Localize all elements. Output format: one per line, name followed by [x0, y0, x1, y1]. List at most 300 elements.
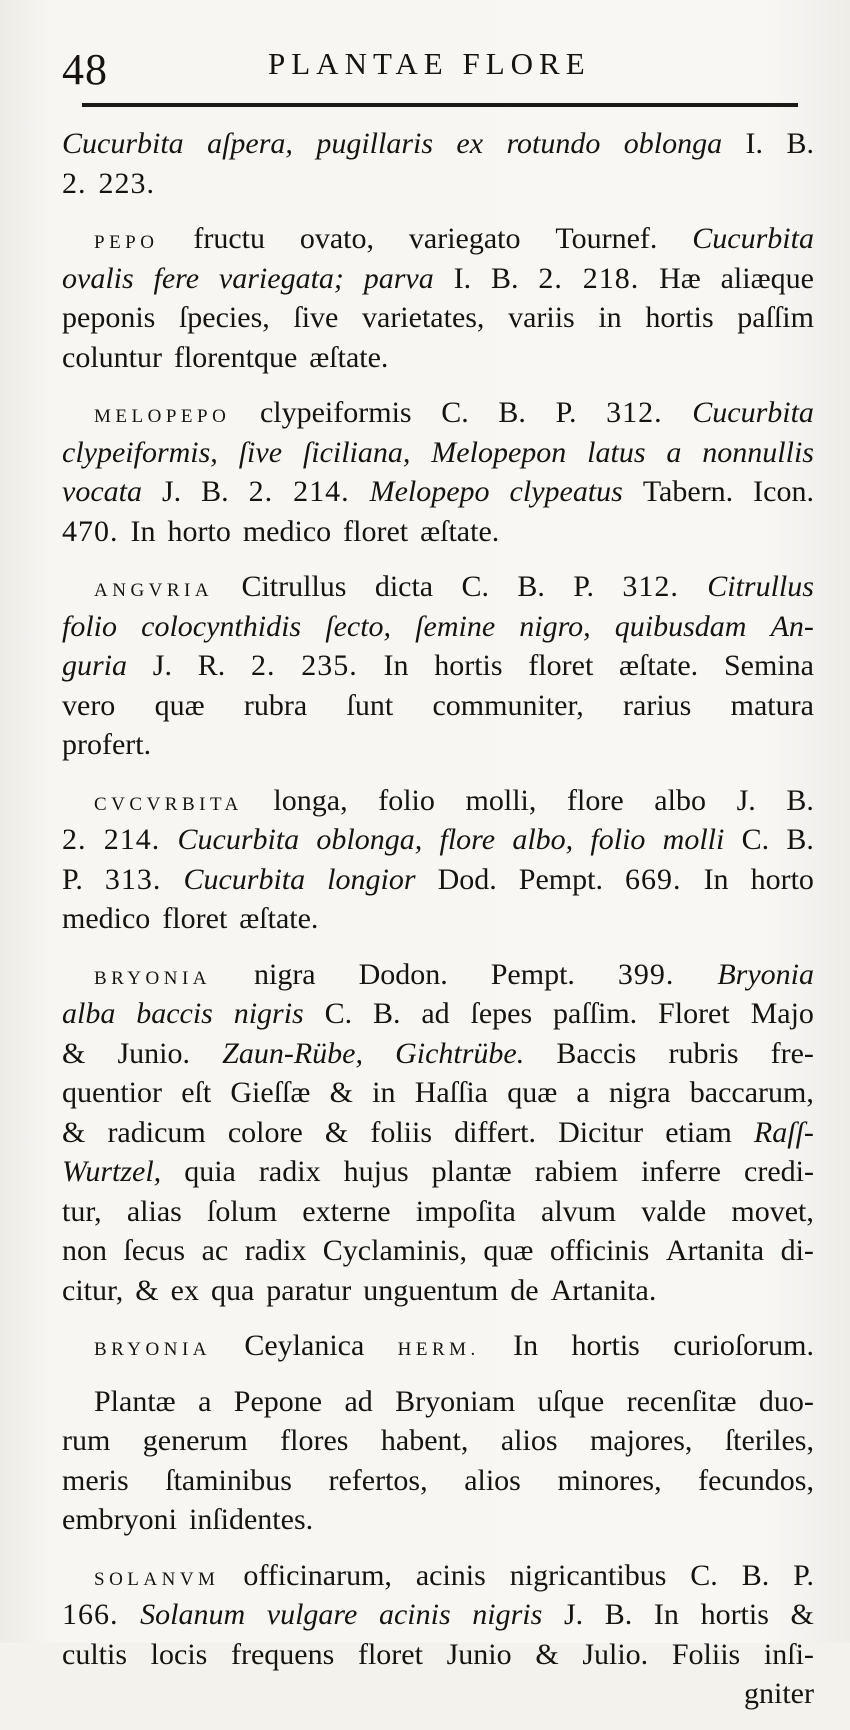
word: de [510, 1273, 539, 1307]
entry-name: BRYONIA [94, 967, 212, 989]
word: P. [573, 570, 595, 603]
word: duo- [758, 1384, 814, 1418]
word: 2. [250, 649, 276, 682]
word: colore [227, 1115, 303, 1149]
word: floret [357, 1637, 423, 1671]
word: Foliis [671, 1637, 741, 1671]
word: 218. [582, 261, 640, 295]
word: cultis [62, 1637, 127, 1671]
word: 2. [248, 475, 274, 508]
word: medico [242, 514, 332, 548]
text-line [62, 512, 814, 552]
word: & [62, 1115, 86, 1149]
word: & [324, 1115, 349, 1149]
text-line [62, 899, 814, 939]
word: Plantæ [94, 1384, 176, 1418]
word: recenſitæ [626, 1384, 737, 1418]
word: vulgare [266, 1598, 358, 1631]
word: rubris [668, 1036, 739, 1070]
word: coluntur [62, 340, 162, 374]
word: ovalis [62, 261, 134, 295]
word: variegato [408, 222, 521, 255]
text-line [62, 994, 814, 1034]
word: Semina [723, 649, 814, 682]
word: albo, [512, 823, 574, 856]
word: nigricantibus [509, 1558, 667, 1592]
word: variegata; [218, 261, 344, 295]
word: B. [786, 127, 814, 160]
text-line [62, 433, 814, 473]
word: oblonga, [316, 823, 423, 856]
entry-name: CVCVRBITA [94, 793, 243, 815]
text-line [62, 1595, 814, 1635]
word: R. [197, 649, 226, 682]
text-line [62, 725, 814, 765]
word: 2. [62, 166, 87, 200]
word: eſt [181, 1076, 212, 1109]
paragraph-bryonia-ceylanica [62, 1326, 814, 1366]
word: paſſim [737, 301, 814, 334]
word: officinis [549, 1234, 650, 1267]
word: baccarum, [689, 1076, 814, 1109]
word: In [703, 862, 729, 896]
word: J. [563, 1598, 584, 1631]
word: B. [490, 261, 519, 295]
paragraph-cucurbita-aspera [62, 124, 814, 203]
word: clypeatus [509, 475, 623, 508]
word: aliæque [720, 261, 814, 295]
word: paratur [266, 1273, 352, 1307]
word: folio [378, 783, 435, 817]
word: quæ [507, 1076, 558, 1109]
word: a [666, 435, 682, 469]
word: 235. [301, 649, 358, 682]
word: P. [555, 396, 577, 429]
word: foliis [370, 1115, 432, 1149]
word: flores [280, 1424, 349, 1457]
word: 669. [625, 862, 682, 896]
word: minores, [557, 1463, 662, 1497]
word: impoſita [415, 1194, 516, 1228]
text-line [62, 1382, 814, 1422]
word: longa, [273, 783, 348, 817]
word: citur, [62, 1273, 124, 1307]
word: Pepone [233, 1384, 323, 1418]
word: fecundos, [698, 1463, 814, 1497]
word: oblonga [623, 127, 723, 160]
word: matura [730, 688, 814, 722]
text-line [62, 1034, 814, 1074]
word: flore [439, 823, 496, 856]
word: Julio. [582, 1637, 649, 1671]
word: credi- [744, 1155, 814, 1188]
word: nigro, [519, 609, 591, 643]
word: hortis [434, 649, 503, 682]
word: paſſim. [553, 997, 638, 1030]
paragraph-solanum [62, 1556, 814, 1714]
word: locis [150, 1637, 208, 1671]
word: C. [741, 823, 770, 856]
word: fre- [770, 1036, 814, 1070]
word: C. [690, 1558, 718, 1592]
word: frequens [231, 1637, 335, 1671]
word: Tournef. [555, 222, 658, 255]
word: ſtaminibus [165, 1463, 292, 1497]
word: longior [327, 862, 416, 896]
word: rum [62, 1424, 111, 1457]
text-line [62, 393, 814, 433]
text-line [62, 1192, 814, 1232]
word: floret [162, 902, 228, 935]
word: ac [201, 1234, 229, 1267]
word: Tabern. [642, 475, 734, 508]
word: di- [780, 1234, 814, 1267]
word: 166. [62, 1598, 119, 1631]
word: C. [324, 997, 353, 1030]
word: peponis [62, 301, 156, 334]
word: florentque [173, 340, 298, 374]
word: baccis [136, 997, 213, 1030]
word: æſtate. [239, 902, 319, 935]
word: habent, [380, 1424, 469, 1457]
word: pugillaris [316, 127, 434, 160]
word: alios [500, 1424, 558, 1457]
word: Citrullus [707, 570, 814, 603]
word: ad [421, 997, 450, 1030]
word: alios [464, 1463, 521, 1497]
word: Citrullus [241, 570, 347, 603]
entry-name: PEPO [94, 232, 159, 253]
word: In [383, 649, 409, 682]
word: Bryonia [717, 957, 814, 991]
entry-name: SOLANVM [94, 1568, 220, 1590]
word: clypeiformis [259, 396, 412, 429]
text-line [62, 781, 814, 821]
word: qua [210, 1273, 255, 1307]
paragraph-plantae [62, 1382, 814, 1540]
word: refertos, [328, 1463, 428, 1497]
word: profert. [62, 728, 152, 761]
word: ſteriles, [724, 1424, 814, 1457]
word: generum [142, 1424, 248, 1457]
word: 2. [538, 261, 563, 295]
word: clypeiformis, [62, 435, 218, 469]
word: horto [750, 862, 814, 896]
word: B. [786, 783, 814, 817]
text-line [62, 1231, 814, 1271]
word: nigris [472, 1598, 543, 1631]
word: 312. [622, 570, 679, 603]
word: 223. [98, 166, 155, 200]
word: movet, [731, 1194, 814, 1228]
word: acinis [378, 1598, 451, 1631]
word: I. [745, 127, 764, 160]
word: 399. [617, 957, 675, 991]
word: An- [770, 609, 814, 643]
word: & [135, 1273, 159, 1307]
word: ſunt [346, 688, 394, 722]
paragraph-bryonia-nigra [62, 955, 814, 1311]
word: In [130, 514, 156, 548]
text-line [62, 955, 814, 995]
word: externe [302, 1194, 391, 1228]
word: molli, [465, 783, 537, 817]
text-line [62, 1421, 814, 1461]
word: æſtate. [619, 649, 699, 682]
word: B. [741, 1558, 770, 1592]
word: 214. [293, 475, 350, 508]
word: Cucurbita [692, 396, 814, 429]
word: B. [201, 475, 229, 508]
word: Pempt. [490, 957, 575, 991]
word: Raſſ- [753, 1115, 814, 1149]
text-line [62, 1556, 814, 1596]
word: acinis [415, 1558, 486, 1592]
word: latus [587, 435, 646, 469]
word: rubra [243, 688, 308, 722]
word: æſtate. [309, 340, 389, 374]
word: Dod. [437, 862, 497, 896]
word: non [62, 1234, 107, 1267]
word: variis [508, 301, 575, 334]
word: Dodon. [358, 957, 448, 991]
word: medico [62, 902, 151, 935]
word: rabiem [534, 1155, 619, 1188]
text-line [62, 124, 814, 164]
word: B. [372, 997, 401, 1030]
word: nonnullis [702, 435, 814, 469]
word: ſecto, [325, 609, 392, 643]
body-text [62, 124, 814, 1730]
word: P. [793, 1558, 814, 1592]
word: hortis [571, 1329, 640, 1362]
word: rarius [623, 688, 692, 722]
text-line [62, 472, 814, 512]
word: parva [363, 261, 434, 295]
word: a [198, 1384, 212, 1418]
word: floret [343, 514, 409, 548]
paragraph-pepo [62, 219, 814, 377]
word: nigris [233, 997, 304, 1030]
word: ſemine [415, 609, 496, 643]
word: alvum [541, 1194, 616, 1228]
word: Cucurbita [183, 862, 306, 896]
word: Junio [446, 1637, 512, 1671]
word: Gichtrübe. [395, 1036, 525, 1070]
word: Cucurbita [692, 222, 814, 255]
word: quentior [62, 1076, 162, 1109]
word: a [576, 1076, 590, 1109]
word: folio [62, 609, 118, 643]
word: folio [590, 823, 646, 856]
text-line [62, 1271, 814, 1311]
word: HERM. [397, 1339, 480, 1360]
word: horto [167, 514, 231, 548]
word: 214. [103, 823, 161, 856]
word: molli [662, 823, 725, 856]
word: B. [498, 396, 526, 429]
word: aſpera, [207, 127, 293, 160]
word: rotundo [506, 127, 601, 160]
text-line [62, 1326, 814, 1366]
word: varietates, [362, 301, 485, 334]
word: guria [62, 649, 128, 682]
word: meris [62, 1463, 129, 1497]
word: curioſorum. [673, 1329, 814, 1362]
word: hujus [343, 1155, 409, 1188]
word: In [653, 1598, 679, 1631]
word: B. [786, 823, 814, 856]
word: C. [441, 396, 469, 429]
word: Hæ [659, 261, 701, 295]
word: & [329, 1076, 353, 1109]
text-line [62, 1500, 814, 1540]
text-line [62, 1152, 814, 1192]
word: quibusdam [614, 609, 747, 643]
word: radix [258, 1155, 321, 1188]
word: J. [736, 783, 756, 817]
word: floret [528, 649, 594, 682]
word: hortis [700, 1598, 769, 1631]
word: in [598, 301, 622, 334]
word: ad [344, 1384, 373, 1418]
word: & [62, 1036, 86, 1070]
word: In [513, 1329, 539, 1362]
word: æſtate. [420, 514, 500, 548]
text-line [62, 1073, 814, 1113]
word: & [790, 1598, 814, 1631]
word: Haſſia [414, 1076, 488, 1109]
running-head: PLANTAE FLORE [268, 46, 591, 81]
word: inſidentes. [188, 1503, 314, 1536]
word: nigra [608, 1076, 671, 1109]
text-line [62, 820, 814, 860]
word: alba [62, 997, 116, 1030]
word: flore [567, 783, 624, 817]
paragraph-cucurbita [62, 781, 814, 939]
word: B. [517, 570, 545, 603]
word: ſpecies, [178, 301, 270, 334]
word: Floret [658, 997, 730, 1030]
text-line [62, 219, 814, 259]
word: valde [641, 1194, 707, 1228]
word: Artanita. [550, 1273, 657, 1307]
word: albo [654, 783, 706, 817]
text-line [62, 1461, 814, 1501]
word: ex [170, 1273, 199, 1307]
text-line [62, 164, 814, 204]
word: Majo [750, 997, 814, 1030]
word: Bryoniam [395, 1384, 516, 1418]
word: fere [153, 261, 200, 295]
word: 313. [104, 862, 162, 896]
word: ex [456, 127, 484, 160]
word: inſi- [763, 1637, 814, 1671]
word: communiter, [432, 688, 584, 722]
word: uſque [537, 1384, 605, 1418]
word: P. [62, 862, 83, 896]
entry-name: BRYONIA [94, 1339, 212, 1360]
word: etiam [665, 1115, 732, 1149]
word: ſive [293, 301, 339, 334]
header-rule [82, 103, 798, 107]
word: fructu [193, 222, 265, 255]
word: officinarum, [243, 1558, 392, 1592]
word: ſolum [207, 1194, 278, 1228]
word: Artanita [665, 1234, 765, 1267]
word: nigra [253, 957, 316, 991]
entry-name: ANGVRIA [94, 580, 214, 601]
word: colocynthidis [141, 609, 302, 643]
word: in [372, 1076, 396, 1109]
word: Baccis [556, 1036, 637, 1070]
word: I. [453, 261, 472, 295]
word: plantæ [431, 1155, 512, 1188]
text-line [62, 298, 814, 338]
word: majores, [589, 1424, 693, 1457]
word: hortis [645, 301, 714, 334]
text-line [62, 259, 814, 299]
word: 312. [606, 396, 663, 429]
word: radicum [107, 1115, 206, 1149]
word: tur, [62, 1194, 102, 1228]
text-line [62, 646, 814, 686]
word: unguentum [363, 1273, 499, 1307]
word: ſecus [123, 1234, 186, 1267]
word: Cucurbita [177, 823, 300, 856]
word: Wurtzel, [62, 1155, 162, 1188]
word: J. [152, 649, 172, 682]
catchword-line [62, 1674, 814, 1714]
word: Melopepo [369, 475, 490, 508]
word: Icon. [753, 475, 814, 508]
word: embryoni [62, 1503, 177, 1536]
word: 470. [62, 514, 119, 548]
word: Cucurbita [62, 127, 184, 160]
word: Ceylanica [244, 1329, 365, 1362]
word: radix [244, 1234, 307, 1267]
word: ſiciliana, [302, 435, 411, 469]
word: quæ [483, 1234, 534, 1267]
paragraph-anguria [62, 567, 814, 765]
word: Zaun-Rübe, [222, 1036, 363, 1070]
word: ſepes [470, 997, 533, 1030]
page-number: 48 [62, 45, 108, 94]
word: ſive [238, 435, 283, 469]
word: dicta [374, 570, 434, 603]
word: Dicitur [558, 1115, 644, 1149]
word: Solanum [140, 1598, 246, 1631]
text-line [62, 1113, 814, 1153]
word: 2. [62, 823, 87, 856]
word: & [535, 1637, 559, 1671]
word: Melopepon [431, 435, 567, 469]
text-line [62, 567, 814, 607]
text-line [62, 607, 814, 647]
word: inferre [641, 1155, 721, 1188]
text-line [62, 686, 814, 726]
word: B. [604, 1598, 633, 1631]
word: alias [126, 1194, 182, 1228]
entry-name: MELOPEPO [94, 406, 231, 427]
word: Cyclaminis, [322, 1234, 467, 1267]
text-line [62, 338, 814, 378]
word: vero [62, 688, 116, 722]
catchword: gniter [744, 1677, 814, 1710]
word: J. [161, 475, 182, 508]
word: quæ [154, 688, 205, 722]
word: Pempt. [518, 862, 603, 896]
